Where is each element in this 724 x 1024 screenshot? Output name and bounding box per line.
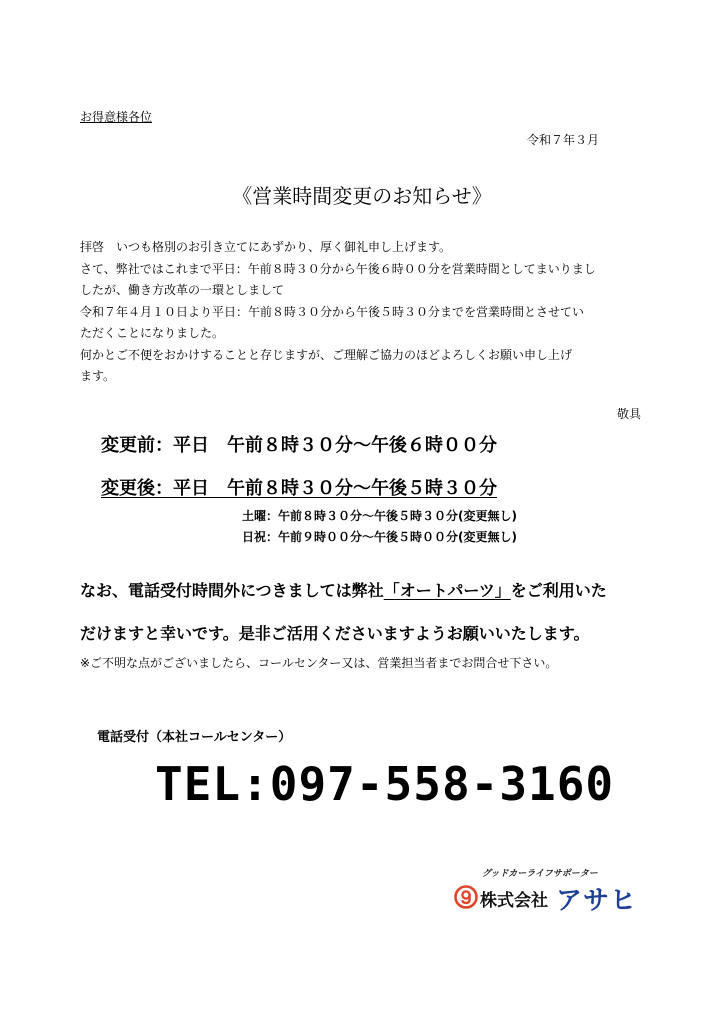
phone-note [80,578,607,601]
body-line: ただくことになりました。 [80,326,225,340]
schedule-holiday: 日祝：午前９時００分～午後５時００分(変更無し) [242,530,517,544]
notice-body [80,237,596,388]
logo-mark-icon [454,885,478,909]
notice-date: 令和７年３月 [527,133,600,147]
logo-brand: アサヒ [556,886,638,916]
body-line: 拝啓 いつも格別のお引き立てにあずかり、厚く御礼申し上げます。 [80,240,452,254]
body-line: ます。 [80,369,116,383]
logo-company: 株式会社 [480,891,548,911]
body-line: さて、弊社ではこれまで平日：午前８時３０分から午後６時００分を営業時間としてまいりまし [80,261,596,276]
schedule-after: 変更後：平日 午前８時３０分～午後５時３０分 [101,478,497,499]
body-line: 何かとご不便をおかけすることと存じますが、ご理解ご協力のほどよろしくお願い申し上げ [80,347,573,362]
tel-label: 電話受付（本社コールセンター） [97,730,292,745]
schedule-saturday: 土曜：午前８時３０分～午後５時３０分(変更無し) [242,509,517,523]
service-name: 「オートパーツ」 [383,581,511,600]
closing-word: 敬具 [617,407,642,421]
phone-note-prefix: なお、電話受付時間外につきましては弊社 [80,581,384,600]
schedule-before: 変更前：平日 午前８時３０分～午後６時００分 [101,435,497,456]
addressee: お得意様各位 [80,110,153,124]
notice-title: 《営業時間変更のお知らせ》 [232,184,492,208]
company-logo [454,866,654,916]
body-line: 令和７年４月１０日より平日：午前８時３０分から午後５時３０分までを営業時間とさせてい [80,304,585,319]
phone-note-suffix: をご利用いた [510,581,607,600]
logo-tagline: グッドカーライフサポーター [482,869,598,879]
inquiry-note: ※ご不明な点がございましたら、コールセンター又は、営業担当者までお問合せ下さい。 [80,656,558,670]
tel-number: TEL:097-558-3160 [155,757,615,811]
phone-note-line2: だけますと幸いです。是非ご活用くださいますようお願いいたします。 [80,624,590,643]
body-line: したが、働き方改革の一環としまして [80,283,285,297]
